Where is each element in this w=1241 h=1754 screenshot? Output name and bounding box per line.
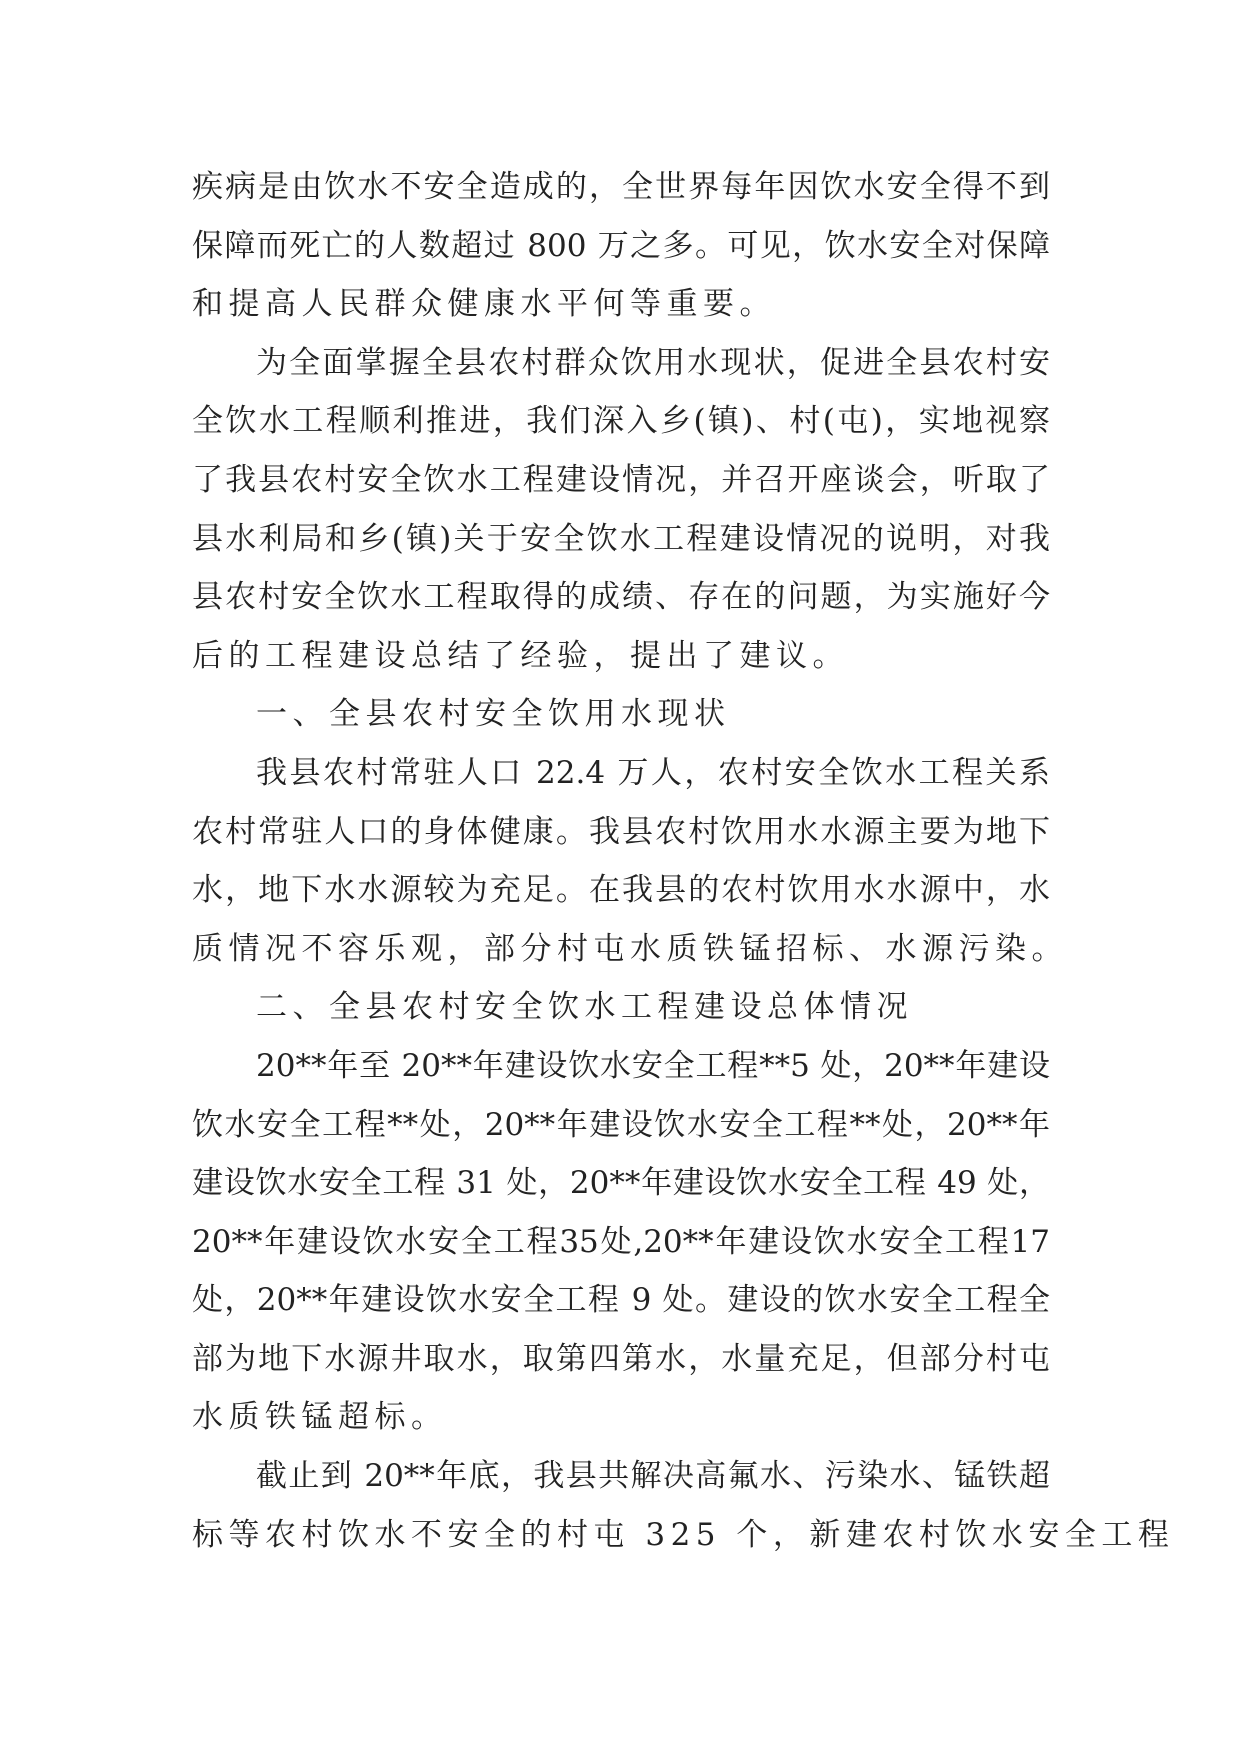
paragraph-line: 20**年至 20**年建设饮水安全工程**5 处，20**年建设 [256,1047,1050,1084]
paragraph [192,978,1050,1037]
paragraph-line: 县水利局和乡(镇)关于安全饮水工程建设情况的说明，对我 [192,520,1050,557]
paragraph-line: 标等农村饮水不安全的村屯 325 个，新建农村饮水安全工程 [192,1516,1175,1553]
paragraph-line: 建设饮水安全工程 31 处，20**年建设饮水安全工程 49 处， [192,1165,1050,1202]
paragraph-line: 水质铁锰超标。 [192,1399,448,1436]
paragraph-line: 20**年建设饮水安全工程35处,20**年建设饮水安全工程17 [192,1223,1050,1260]
paragraph [192,1037,1050,1447]
paragraph-line: 处，20**年建设饮水安全工程 9 处。建设的饮水安全工程全 [192,1282,1050,1319]
document-body [192,158,1175,1564]
paragraph-line: 饮水安全工程**处，20**年建设饮水安全工程**处，20**年 [192,1106,1050,1143]
paragraph-line: 和提高人民群众健康水平何等重要。 [192,286,776,323]
paragraph-line: 二、全县农村安全饮水工程建设总体情况 [256,989,913,1026]
paragraph [192,685,1050,744]
paragraph [192,158,1050,334]
paragraph-line: 截止到 20**年底，我县共解决高氟水、污染水、锰铁超 [256,1458,1050,1495]
paragraph-line: 质情况不容乐观，部分村屯水质铁锰招标、水源污染。 [192,930,1068,967]
paragraph [192,334,1050,686]
paragraph-line: 了我县农村安全饮水工程建设情况，并召开座谈会，听取了 [192,461,1050,498]
paragraph-line: 一、全县农村安全饮用水现状 [256,696,731,733]
paragraph-line: 疾病是由饮水不安全造成的，全世界每年因饮水安全得不到 [192,169,1050,205]
paragraph-line: 保障而死亡的人数超过 800 万之多。可见，饮水安全对保障 [192,227,1050,264]
paragraph-line: 部为地下水源井取水，取第四第水，水量充足，但部分村屯 [192,1340,1050,1377]
paragraph-line: 后的工程建设总结了经验，提出了建议。 [192,637,849,674]
paragraph-line: 农村常驻人口的身体健康。我县农村饮用水水源主要为地下 [192,813,1050,850]
paragraph-line: 县农村安全饮水工程取得的成绩、存在的问题，为实施好今 [192,579,1050,616]
paragraph-line: 全饮水工程顺利推进，我们深入乡(镇)、村(屯)，实地视察 [192,403,1050,440]
paragraph-line: 为全面掌握全县农村群众饮用水现状，促进全县农村安 [256,344,1050,381]
paragraph [192,744,1068,978]
paragraph-line: 水，地下水水源较为充足。在我县的农村饮用水水源中，水 [192,872,1050,909]
paragraph-line: 我县农村常驻人口 22.4 万人，农村安全饮水工程关系 [256,754,1050,791]
paragraph [192,1447,1175,1564]
